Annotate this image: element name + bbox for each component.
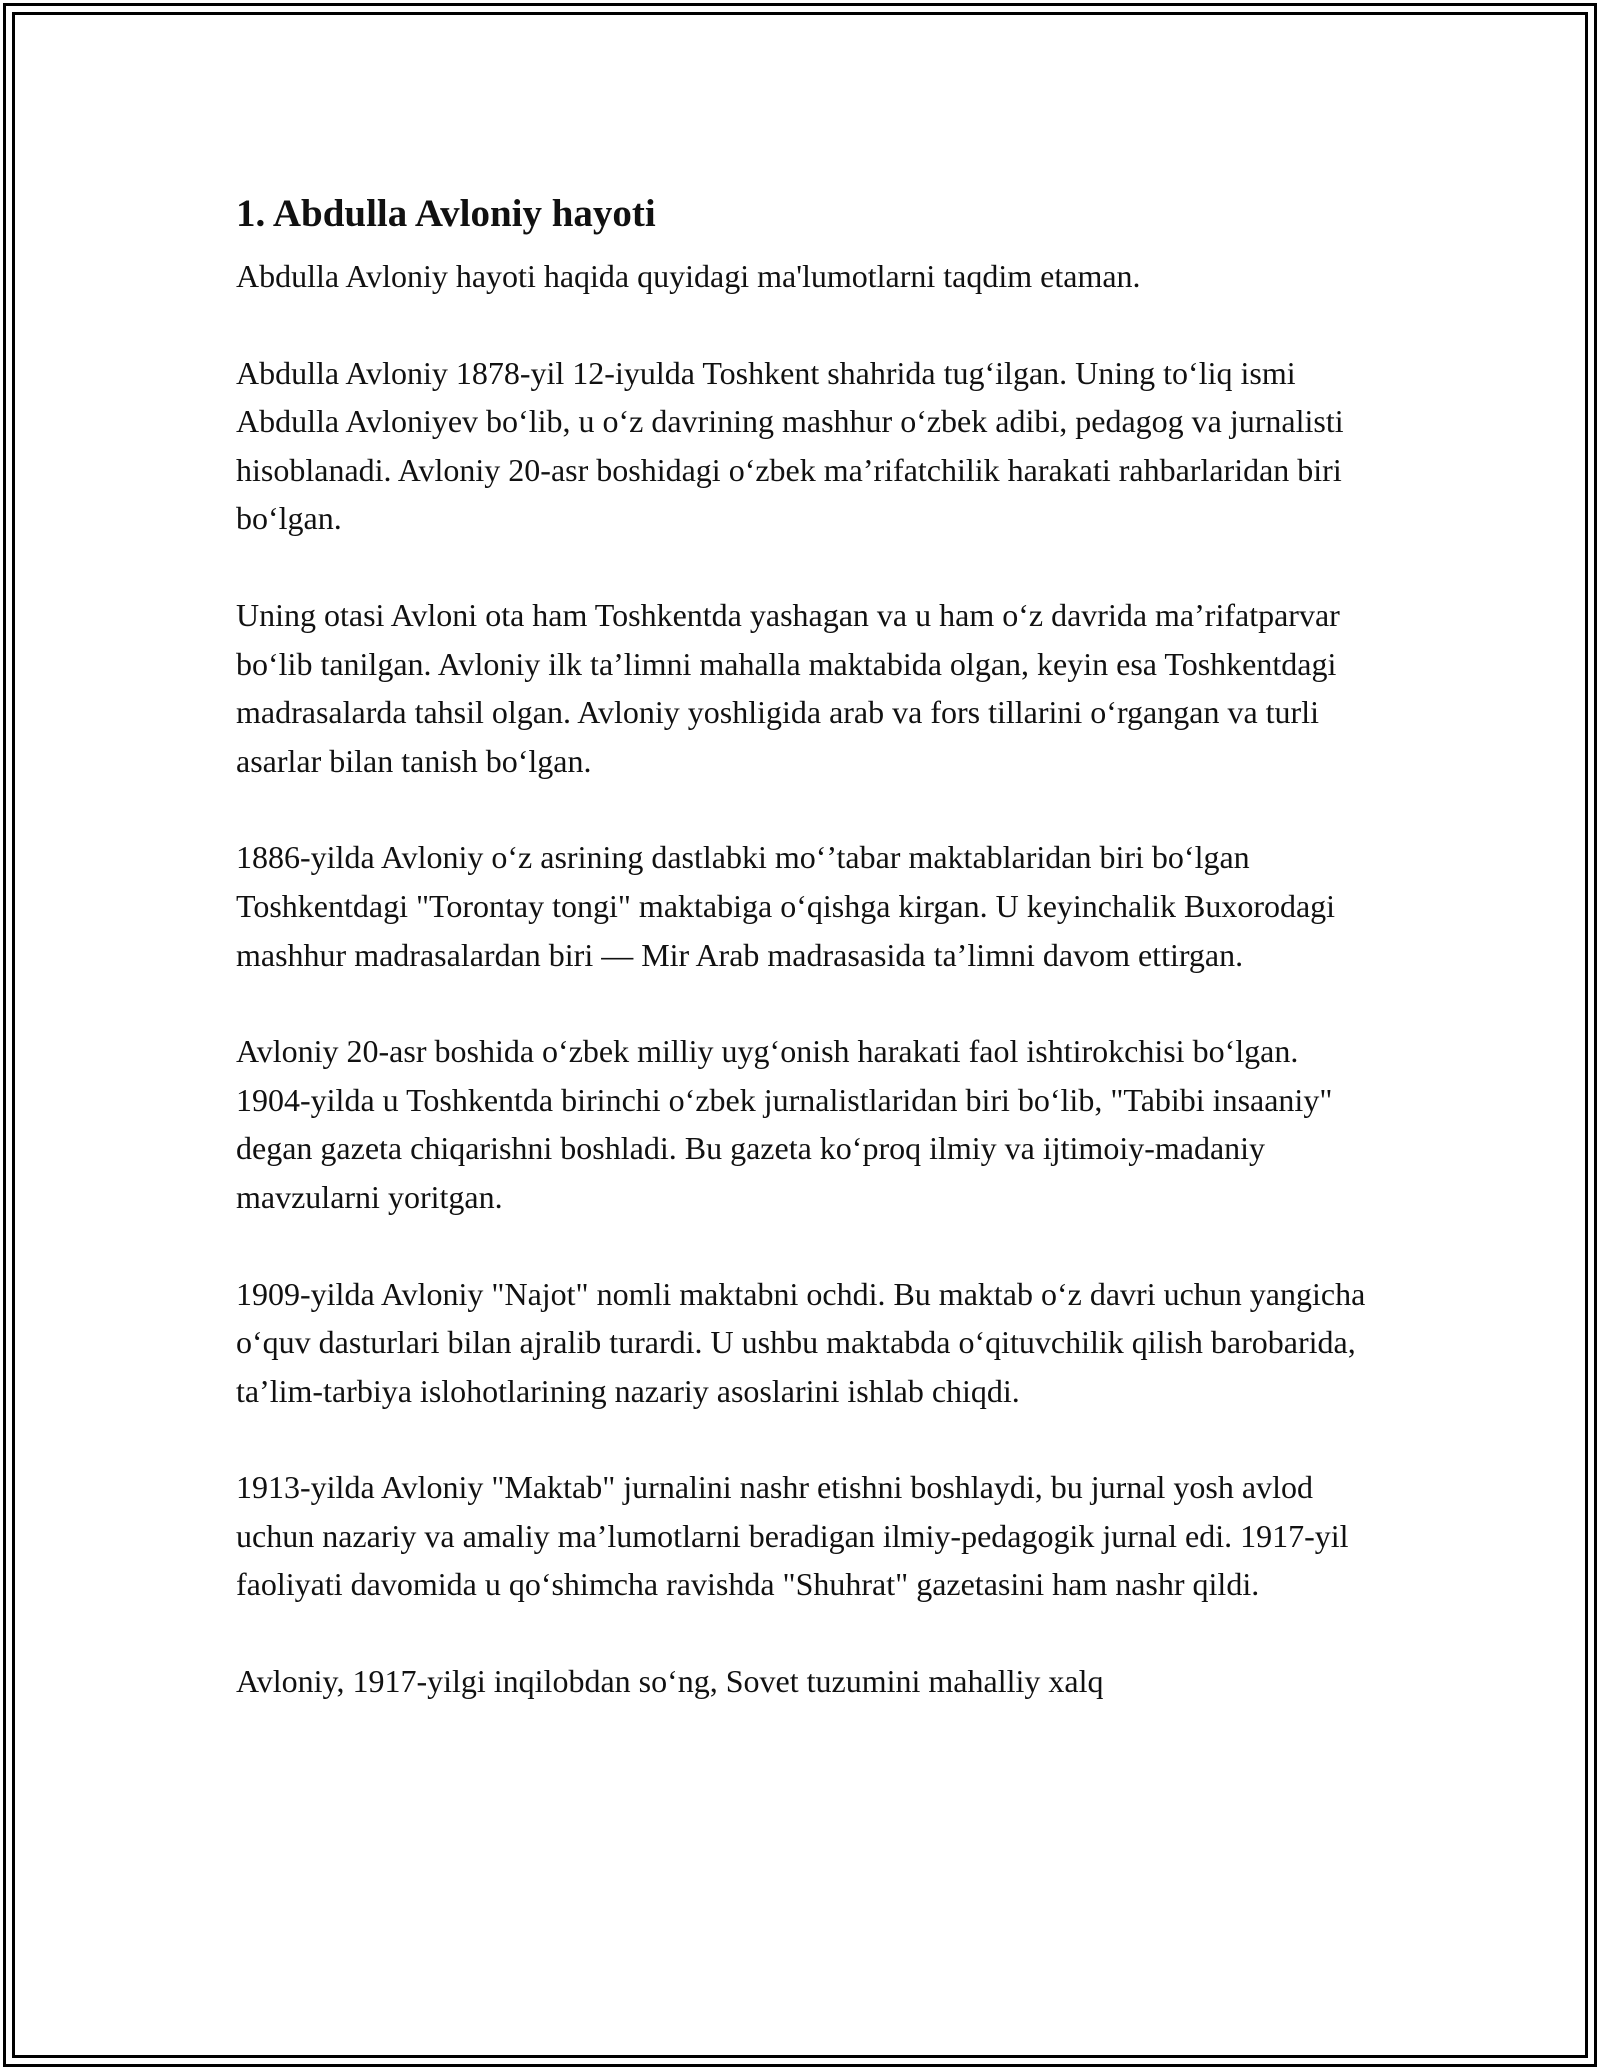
document-body — [236, 186, 1376, 1706]
paragraph-family-education: Uning otasi Avloni ota ham Toshkentda yashagan va u ham o‘z davrida ma’rifatparvar bo‘lib tanilgan. Avloniy ilk ta’limni mahalla maktabida olgan, keyin esa Toshkentdagi madrasalarda tahsil olgan. Avloniy yoshligida arab va fors tillarini o‘rgangan va turli asarlar bilan tanish bo‘lgan. — [236, 596, 1340, 779]
paragraph-after-revolution: Avloniy, 1917-yilgi inqilobdan so‘ng, Sovet tuzumini mahalliy xalq — [236, 1663, 1104, 1700]
paragraph-maktab-journal: 1913-yilda Avloniy "Maktab" jurnalini nashr etishni boshlaydi, bu jurnal yosh avlod uchun nazariy va amaliy ma’lumotlarni beradigan ilmiy-pedagogik jurnal edi. 1917-yil faoliyati davomida u qo‘shimcha ravishda "Shuhrat" gazetasini ham nashr qildi. — [236, 1469, 1349, 1603]
section-title: 1. Abdulla Avloniy hayoti — [236, 192, 656, 235]
paragraph-birth: Abdulla Avloniy 1878-yil 12-iyulda Toshkent shahrida tug‘ilgan. Uning to‘liq ismi Abdulla Avloniyev bo‘lib, u o‘z davrining mashhur o‘zbek adibi, pedagog va jurnalisti hisoblanadi. Avloniy 20-asr boshidagi o‘zbek ma’rifatchilik harakati rahbarlaridan biri bo‘lgan. — [236, 354, 1344, 537]
paragraph-najot-school: 1909-yilda Avloniy "Najot" nomli maktabni ochdi. Bu maktab o‘z davri uchun yangicha o‘quv dasturlari bilan ajralib turardi. U ushbu maktabda o‘qituvchilik qilish barobarida, ta’lim-tarbiya islohotlarining nazariy asoslarini ishlab chiqdi. — [236, 1275, 1366, 1409]
paragraph-schooling: 1886-yilda Avloniy o‘z asrining dastlabki mo‘’tabar maktablaridan biri bo‘lgan Toshkentdagi "Torontay tongi" maktabiga o‘qishga kirgan. U keyinchalik Buxorodagi mashhur madrasalardan biri — Mir Arab madrasasida ta’limni davom ettirgan. — [236, 839, 1336, 973]
paragraph-journalism: Avloniy 20-asr boshida o‘zbek milliy uyg‘onish harakati faol ishtirokchisi bo‘lgan. 1904-yilda u Toshkentda birinchi o‘zbek jurnalistlaridan biri bo‘lib, "Tabibi insaaniy" degan gazeta chiqarishni boshladi. Bu gazeta ko‘proq ilmiy va ijtimoiy-madaniy mavzularni yoritgan. — [236, 1033, 1333, 1215]
paragraph-intro: Abdulla Avloniy hayoti haqida quyidagi ma'lumotlarni taqdim etaman. — [236, 258, 1141, 294]
